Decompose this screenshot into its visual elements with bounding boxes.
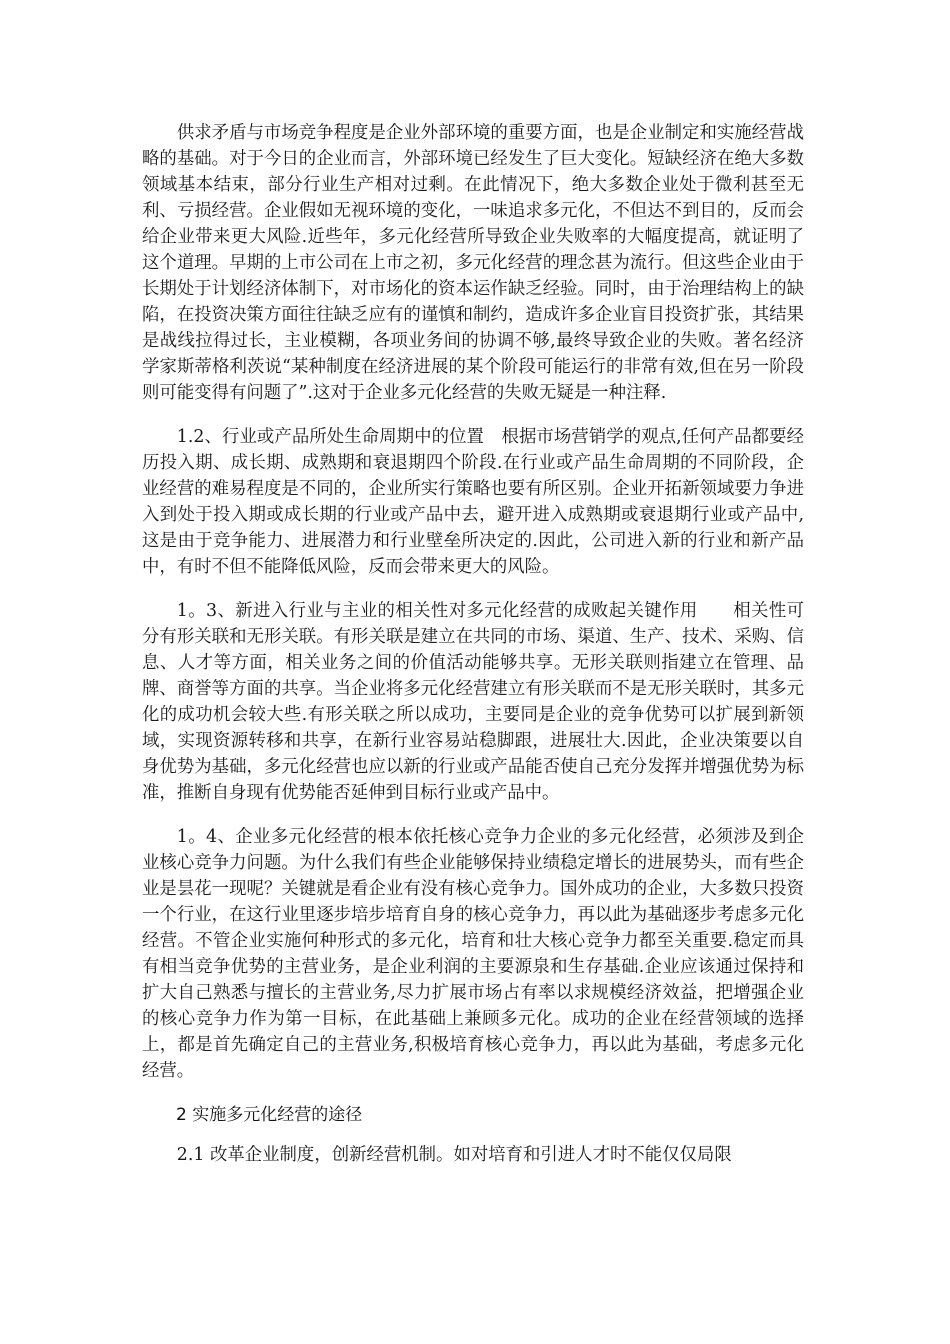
paragraph-reform: 2.1 改革企业制度，创新经营机制。如对培育和引进人才时不能仅仅局限 (176, 1145, 732, 1165)
paragraph-life-cycle: 1.2、行业或产品所处生命周期中的位置 根据市场营销学的观点,任何产品都要经历投入期、成长期、成熟期和衰退期四个阶段.在行业或产品生命周期的不同阶段，企业经营的难易程度是不同的，企业所实行策略也要有所区别。企业开拓新领域要力争进入到处于投入期或成长期的行业或产品中去，避开进入成熟期或衰退期行业或产品中,这是由于竞争能力、进展潜力和行业壁垒所决定的.因此，公司进入新的行业和新产品中，有时不但不能降低风险，反而会带来更大的风险。 (142, 427, 804, 577)
paragraph-supply-demand: 供求矛盾与市场竞争程度是企业外部环境的重要方面，也是企业制定和实施经营战略的基础。对于今日的企业而言，外部环境已经发生了巨大变化。短缺经济在绝大多数领域基本结束，部分行业生产相对过剩。在此情况下，绝大多数企业处于微利甚至无利、亏损经营。企业假如无视环境的变化，一味追求多元化，不但达不到目的，反而会给企业带来更大风险.近些年，多元化经营所导致企业失败率的大幅度提高，就证明了这个道理。早期的上市公司在上市之初，多元化经营的理念甚为流行。但这些企业由于长期处于计划经济体制下，对市场化的资本运作缺乏经验。同时，由于治理结构上的缺陷，在投资决策方面往往缺乏应有的谨慎和制约，造成许多企业盲目投资扩张，其结果是战线拉得过长，主业模糊，各项业务间的协调不够,最终导致企业的失败。著名经济学家斯蒂格利茨说“某种制度在经济进展的某个阶段可能运行的非常有效,但在另一阶段则可能变得有问题了”.这对于企业多元化经营的失败无疑是一种注释. (142, 123, 804, 403)
section-heading: 2 实施多元化经营的途径 (176, 1105, 363, 1125)
paragraph-core-competence: 1。4、企业多元化经营的根本依托核心竞争力企业的多元化经营，必须涉及到企业核心竞争力问题。为什么我们有些企业能够保持业绩稳定增长的进展势头，而有些企业是昙花一现呢？关键就是看企业有没有核心竞争力。国外成功的企业，大多数只投资一个行业，在这行业里逐步培步培育自身的核心竞争力，再以此为基础逐步考虑多元化经营。不管企业实施何种形式的多元化，培育和壮大核心竞争力都至关重要.稳定而具有相当竞争优势的主营业务，是企业利润的主要源泉和生存基础.企业应该通过保持和扩大自己熟悉与擅长的主营业务,尽力扩展市场占有率以求规模经济效益，把增强企业的核心竞争力作为第一目标，在此基础上兼顾多元化。成功的企业在经营领域的选择上，都是首先确定自己的主营业务,积极培育核心竞争力，再以此为基础，考虑多元化经营。 (142, 827, 804, 1081)
document-body (142, 120, 804, 1186)
paragraph-relatedness: 1。3、新进入行业与主业的相关性对多元化经营的成败起关键作用 相关性可分有形关联和无形关联。有形关联是建立在共同的市场、渠道、生产、技术、采购、信息、人才等方面，相关业务之间的价值活动能够共享。无形关联则指建立在管理、品牌、商誉等方面的共享。当企业将多元化经营建立有形关联而不是无形关联时，其多元化的成功机会较大些.有形关联之所以成功，主要同是企业的竞争优势可以扩展到新领域，实现资源转移和共享，在新行业容易站稳脚跟，进展壮大.因此，企业决策要以自身优势为基础，多元化经营也应以新的行业或产品能否使自己充分发挥并增强优势为标准，推断自身现有优势能否延伸到目标行业或产品中。 (142, 601, 804, 803)
